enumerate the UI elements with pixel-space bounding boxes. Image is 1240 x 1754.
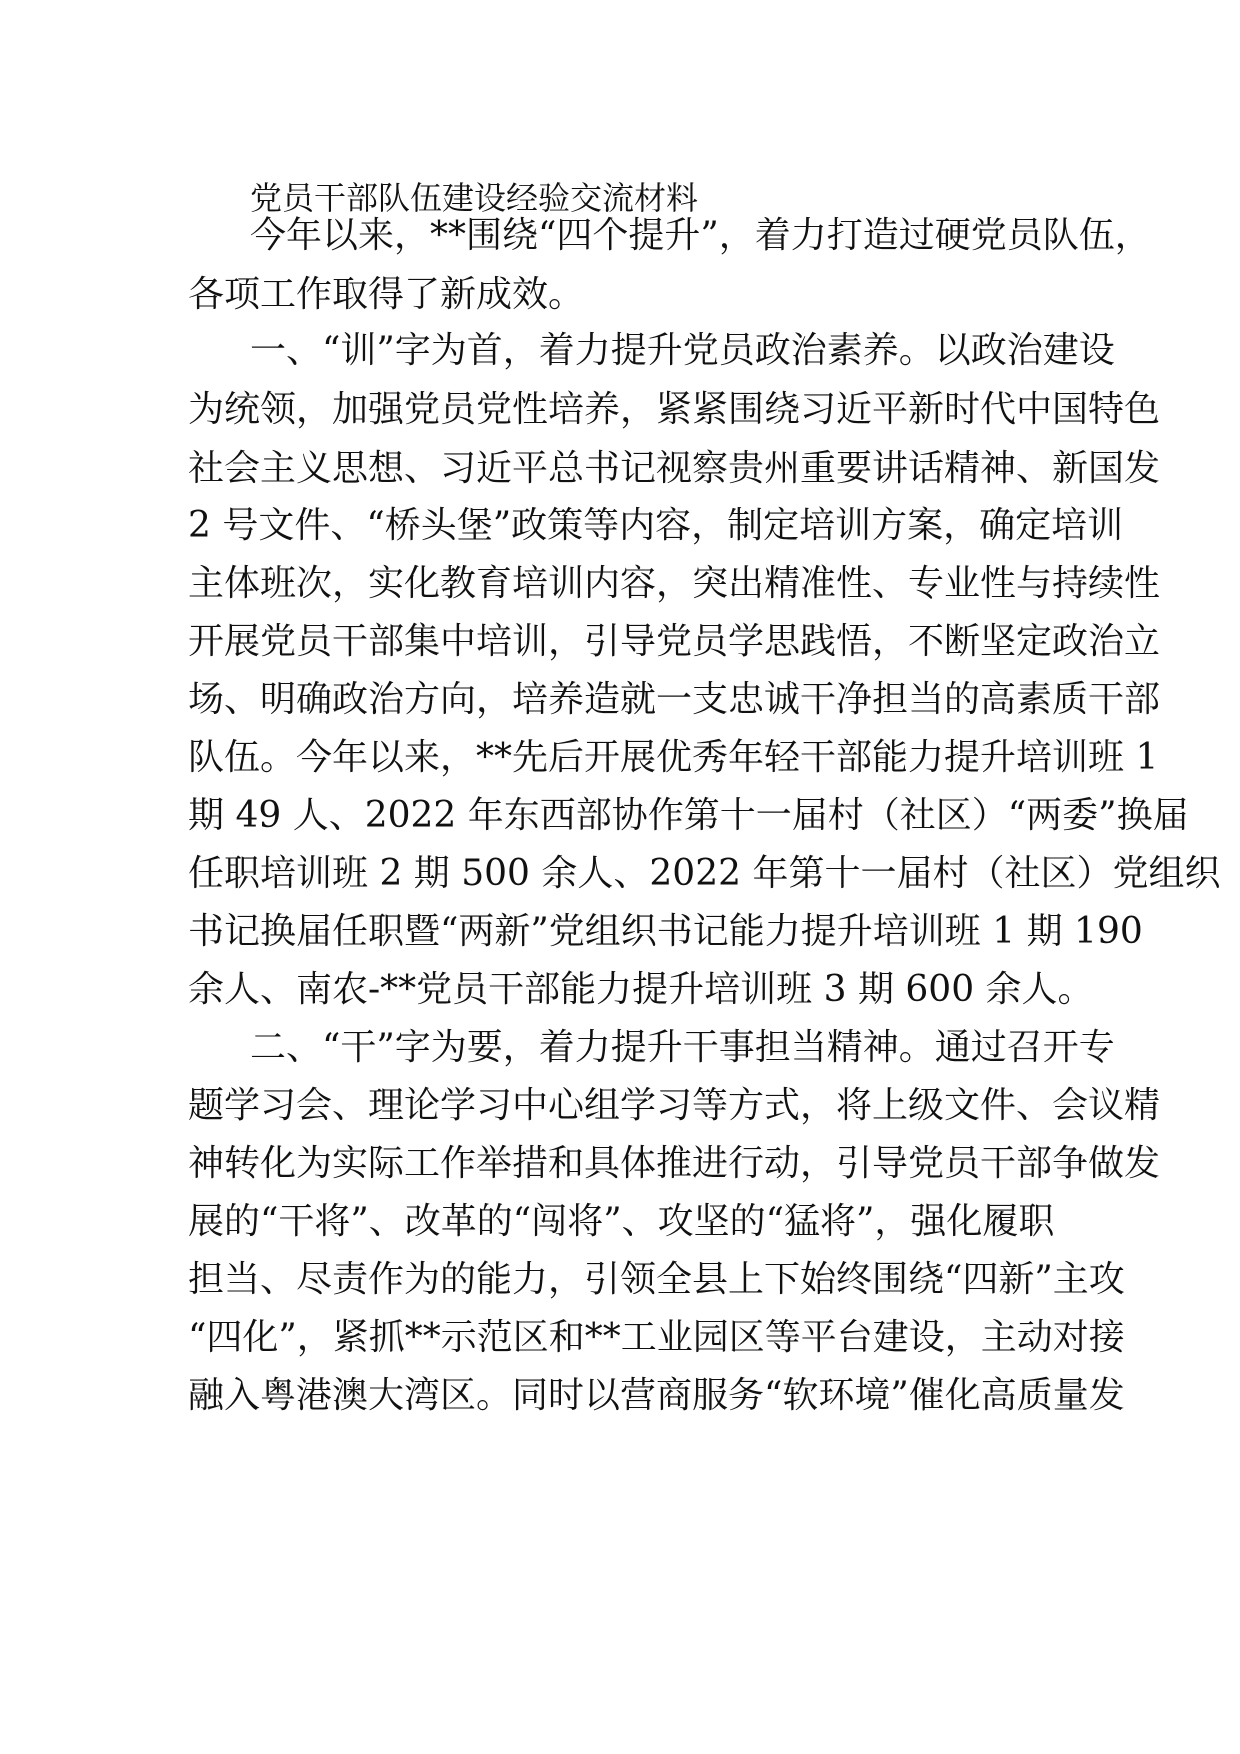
paragraph-line: 场、明确政治方向，培养造就一支忠诚干净担当的高素质干部 xyxy=(188,679,1161,720)
paragraph-line: “四化”，紧抓**示范区和**工业园区等平台建设，主动对接 xyxy=(188,1317,1125,1358)
paragraph-line: 展的“干将”、改革的“闯将”、攻坚的“猛将”，强化履职 xyxy=(188,1201,1055,1242)
document-title: 党员干部队伍建设经验交流材料 xyxy=(250,179,699,217)
paragraph-line: 今年以来，**围绕“四个提升”，着力打造过硬党员队伍， xyxy=(250,215,1151,256)
paragraph-line: 任职培训班 2 期 500 余人、2022 年第十一届村（社区）党组织 xyxy=(188,853,1221,894)
paragraph-line: 社会主义思想、习近平总书记视察贵州重要讲话精神、新国发 xyxy=(188,448,1161,489)
paragraph-line: 开展党员干部集中培训，引导党员学思践悟，不断坚定政治立 xyxy=(188,621,1161,662)
paragraph-line: 融入粤港澳大湾区。同时以营商服务“软环境”催化高质量发 xyxy=(188,1375,1125,1416)
paragraph-line: 书记换届任职暨“两新”党组织书记能力提升培训班 1 期 190 xyxy=(188,911,1143,952)
paragraph-line: 各项工作取得了新成效。 xyxy=(188,274,585,315)
paragraph-line: 余人、南农-**党员干部能力提升培训班 3 期 600 余人。 xyxy=(188,969,1094,1010)
paragraph-line: 期 49 人、2022 年东西部协作第十一届村（社区）“两委”换届 xyxy=(188,795,1189,836)
paragraph-line: 神转化为实际工作举措和具体推进行动，引导党员干部争做发 xyxy=(188,1143,1161,1184)
paragraph-line: 队伍。今年以来，**先后开展优秀年轻干部能力提升培训班 1 xyxy=(188,737,1159,778)
paragraph-line: 担当、尽责作为的能力，引领全县上下始终围绕“四新”主攻 xyxy=(188,1259,1125,1300)
paragraph-line: 2 号文件、“桥头堡”政策等内容，制定培训方案，确定培训 xyxy=(188,505,1124,546)
paragraph-line: 主体班次，实化教育培训内容，突出精准性、专业性与持续性 xyxy=(188,563,1161,604)
paragraph-line: 为统领，加强党员党性培养，紧紧围绕习近平新时代中国特色 xyxy=(188,389,1161,430)
paragraph-line: 二、“干”字为要，着力提升干事担当精神。通过召开专 xyxy=(250,1027,1115,1068)
paragraph-line: 题学习会、理论学习中心组学习等方式，将上级文件、会议精 xyxy=(188,1085,1161,1126)
paragraph-line: 一、“训”字为首，着力提升党员政治素养。以政治建设 xyxy=(250,330,1115,371)
